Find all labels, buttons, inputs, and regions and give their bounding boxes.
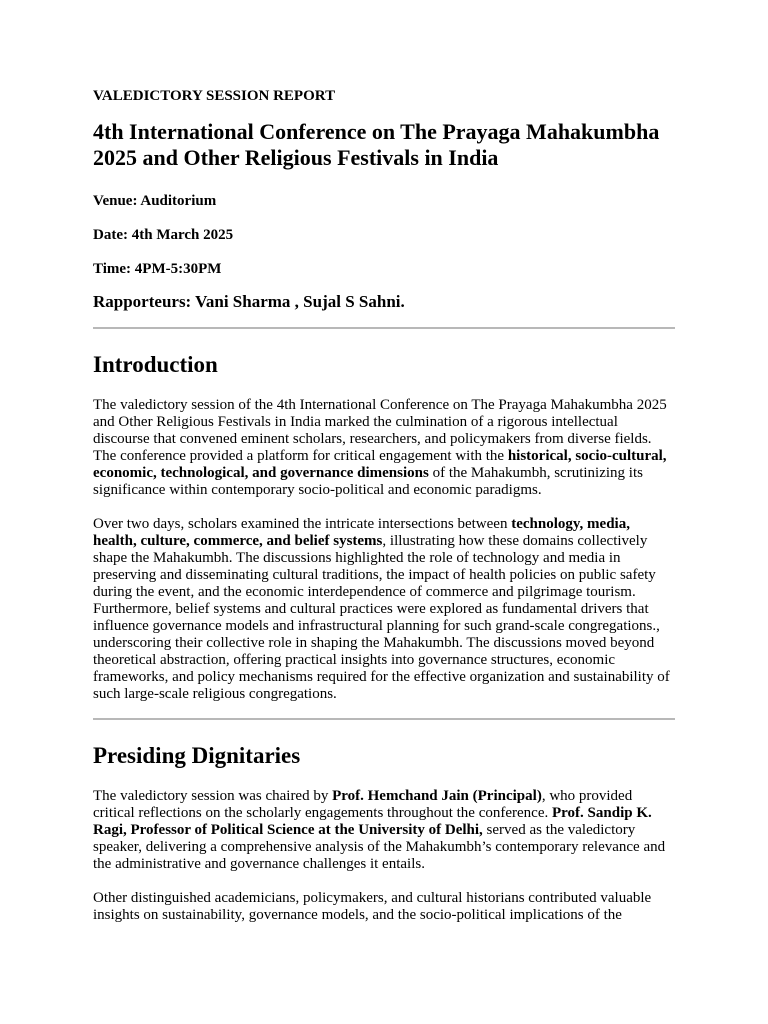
section-divider: [93, 327, 675, 329]
presiding-dignitaries-heading: Presiding Dignitaries: [93, 743, 301, 768]
presiding-p1-bold-2: Prof. Sandip K. Ragi, Professor of Political Science at the University of Delhi,: [93, 805, 652, 838]
intro-p2-text-1: Over two days, scholars examined the intricate intersections between: [93, 516, 512, 532]
presiding-paragraph-2: Other distinguished academicians, policymakers, and cultural historians contributed valuable insights on sustainability, governance models, and the socio-political implications of the: [93, 890, 652, 923]
introduction-heading: Introduction: [93, 352, 218, 377]
document-title: 4th International Conference on The Prayaga Mahakumbha 2025 and Other Religious Festivals in India: [93, 119, 660, 170]
intro-p1-text-2: of the Mahakumbh, scrutinizing its significance within contemporary socio-political and economic paradigms.: [93, 465, 643, 498]
introduction-paragraph-1: [93, 397, 675, 499]
presiding-p1-bold-1: Prof. Hemchand Jain (Principal): [332, 788, 542, 804]
venue-line: Venue: Auditorium: [93, 193, 217, 209]
intro-p2-text-2: , illustrating how these domains collectively shape the Mahakumbh. The discussions highlighted the role of technology and media in preserving and disseminating cultural traditions, the impact of health policies on public safety during the event, and the economic interdependence of commerce and pilgrimage tourism. Furthermore, belief systems and cultural practices were explored as fundamental drivers that influence governance models and infrastructural planning for such grand-scale congregations., underscoring their collective role in shaping the Mahakumbh. The discussions moved beyond theoretical abstraction, offering practical insights into governance structures, economic frameworks, and policy mechanisms required for the effective organization and sustainability of such large-scale religious congregations.: [93, 533, 670, 702]
intro-p1-bold-1: historical, socio-cultural, economic, technological, and governance dimensions: [93, 448, 667, 481]
time-line: Time: 4PM-5:30PM: [93, 261, 222, 277]
introduction-paragraph-2: [93, 516, 675, 703]
document-content: [93, 88, 675, 924]
intro-p2-bold-1: technology, media, health, culture, commerce, and belief systems: [93, 516, 630, 549]
presiding-p1-text-1: The valedictory session was chaired by: [93, 788, 333, 804]
presiding-paragraph-1: [93, 788, 675, 873]
rapporteurs-line: Rapporteurs: Vani Sharma , Sujal S Sahni.: [93, 292, 405, 311]
report-label: VALEDICTORY SESSION REPORT: [93, 88, 336, 104]
date-line: Date: 4th March 2025: [93, 227, 234, 243]
intro-p1-text-1: The valedictory session of the 4th International Conference on The Prayaga Mahakumbha 2025 and Other Religious Festivals in India marked the culmination of a rigorous intellectual discourse that convened eminent scholars, researchers, and policymakers from diverse fields. The conference provided a platform for critical engagement with the: [93, 397, 667, 464]
section-divider: [93, 718, 675, 720]
presiding-p1-text-2: , who provided critical reflections on the scholarly engagements throughout the conference.: [93, 788, 633, 821]
presiding-p1-text-3: served as the valedictory speaker, delivering a comprehensive analysis of the Mahakumbh’s contemporary relevance and the administrative and governance challenges it entails.: [93, 822, 666, 872]
